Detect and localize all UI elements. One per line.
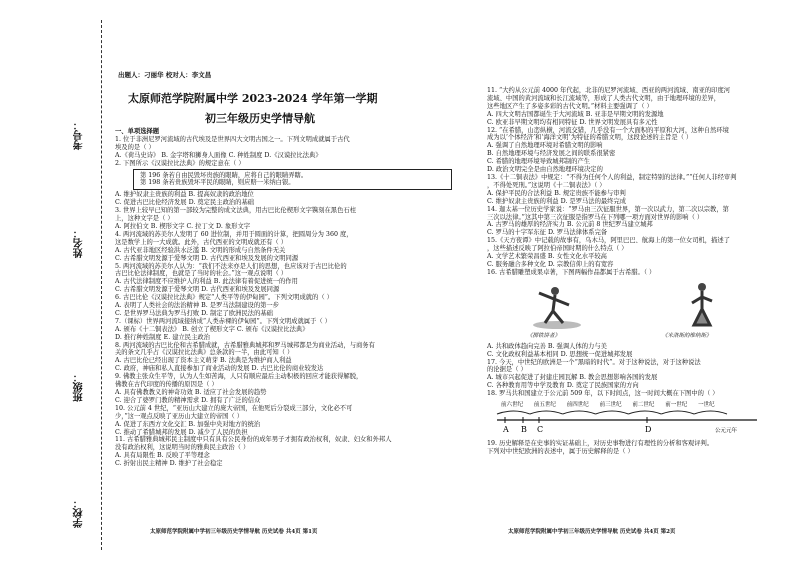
right-footer: 太原师范学院附属中学初三年级历史学情导航 历史试卷 共4页 第2页 — [508, 529, 676, 535]
left-line: A. 具有局限性 B. 反映了平等理念 — [115, 452, 210, 460]
timeline-bracket — [530, 411, 563, 414]
left-line: 2. 下图所示《汉谟拉比法典》的规定意在（ ） — [115, 159, 245, 167]
right-line: 下列对中世纪欧洲的表述中，属于历史解释的是（ ） — [487, 448, 634, 455]
cut-line — [101, 20, 102, 550]
timeline-label: D — [645, 425, 652, 435]
left-line: C. 促进古巴比伦经济发展 D. 奠定民主政治的基础 — [115, 199, 255, 207]
left-line: C. 是世界罗马法典为罗马打败 D. 制定了欧洲民法的基础 — [115, 309, 273, 317]
caption-discus: 《掷铁饼者》 — [527, 332, 561, 339]
right-line: 18. 罗马共和国建立于公元前 509 年，以下时间点，这一时间大概在下图中的（ ） — [487, 390, 719, 398]
timeline-bracket — [661, 411, 694, 414]
left-questions — [115, 128, 470, 468]
left-line: C. 推动了希腊城邦的发展 D. 减少了人民的负担 — [115, 428, 248, 436]
right-line: 13.《十二铜表法》中规定：“不得为任何个人的利益，制定特别的法律。”“任何人非经审判 — [487, 173, 737, 181]
left-line: C. 古希腊文明发源于爱琴文明 D. 古代西亚和埃及发展同源 — [115, 286, 280, 294]
left-line: 佛教在古代印度的传播的原因是（ ） — [115, 381, 218, 389]
caption-venus: 《米洛斯的维纳斯》 — [662, 332, 712, 339]
timeline-era: 前四世纪 — [566, 402, 589, 409]
right-page — [478, 0, 794, 561]
left-line: 11. 古希腊雅典城邦民主制度中只有具有公民身份的成年男子才拥有政治权利，奴隶、妇女和外邦人 — [115, 436, 392, 444]
banji-label: 班级： — [74, 372, 85, 402]
discus-thrower-figure — [527, 279, 587, 331]
right-line: C. 服务融合多种文化 D. 宗教信仰上的有宽容 — [487, 260, 614, 268]
right-line: 15.《天方夜谭》中记载的故事有，乌木马，阿里巴巴、航海上的第一位女司机，描述了 — [487, 237, 730, 245]
sculpture-figures — [487, 277, 787, 343]
timeline-era: 前二世纪 — [632, 402, 655, 409]
timeline-end-label: 公元元年 — [715, 428, 738, 435]
timeline-era: 前三世纪 — [599, 402, 622, 409]
right-line: 14. 迦太基一位历史学家说：“罗马由三次征服世界，第一次以武力，第二次以宗教，第 — [487, 205, 729, 213]
right-line: C. 文化政权利益基本相同 D. 思想统一促进城邦发展 — [487, 350, 633, 358]
right-line: ，这些描述反映了阿拉伯帝国时期的什么特点（ ） — [487, 245, 628, 253]
timeline-bracket — [563, 411, 596, 414]
right-line: A. 共和政体趋向完善 B. 强调人体的力与美 — [487, 342, 607, 350]
left-line: 这是数学上的一大成就。此外，古代西亚的文明成就还有（ ） — [115, 238, 288, 246]
timeline-bracket — [694, 411, 727, 414]
left-line: C. 古希腊文明发源于爱琴文明 D. 古代西亚和埃及发展的文明同源 — [115, 254, 299, 262]
right-line: 16. 古希腊雕塑成果卓著，下图两幅作品都属于古希腊。（ ） — [487, 268, 656, 276]
left-line: 上，这种文字是（ ） — [115, 215, 174, 223]
right-questions — [487, 87, 787, 456]
timeline-era: 前五世纪 — [533, 402, 556, 409]
exam-subtitle: 初三年级历史学情导航 — [205, 112, 315, 125]
author-line: 出题人：刁丽华 校对人：李文昌 — [118, 71, 212, 79]
right-line: 19. 历史解释是在史事的实证基础上，对历史事物进行有理性的分析和客观评判。 — [487, 440, 714, 448]
left-line: A.《荷马史诗》 B. 金字塔和狮身人面像 C. 种姓制度 D.《汉谟拉比法典》 — [115, 151, 322, 159]
timeline-label: A — [503, 425, 509, 435]
right-line: C. 维护奴隶主贵族的利益 D. 是罗马法的最终完成 — [487, 197, 627, 205]
left-line: 6. 古巴比伦《汉谟拉比法典》规定“人类平等的伊甸园”。下列文明成就的（ ） — [115, 294, 333, 302]
left-line: 10. 公元前 4 世纪，“亚历山大建立的庞大帝国，在他死后分裂成三部分，文化必不可 — [115, 404, 353, 412]
right-line: C. 希腊的地理环境导致城邦制的产生 — [487, 158, 591, 166]
right-line: 17. 今天，中世纪的欧洲是一个“黑暗的时代”。对于这种说法，对于这种说法 — [487, 358, 701, 366]
left-line: 没有政治权利，这说明当时的雅典民主政治（ ） — [115, 444, 250, 452]
left-line: A. 颁布《十二铜表法》 B. 创立了楔形文字 C. 颁布《汉谟拉比法典》 — [115, 325, 309, 333]
xingming-label: 姓名： — [74, 228, 85, 258]
left-line: 4. 两河流域的苏美尔人发明了 60 进位制，并用于圆面的计算，把圆周分为 360 度， — [115, 230, 353, 238]
right-line: 的论据是（ ） — [487, 366, 527, 374]
law-excerpt-box — [133, 169, 452, 191]
left-footer: 太原师范学院附属中学初三年级历史学情导航 历史试卷 共4页 第1页 — [150, 529, 318, 535]
left-line: 埃及的是（ ） — [115, 143, 155, 151]
left-line: 5. 两河流域的苏美尔人认为：“我们不法来亦是人们的思想，也应该对于古巴比伦的 — [115, 262, 347, 270]
left-line: A. 表明了人类社会的法治精神 B. 是罗马法制建设的第一步 — [115, 302, 280, 310]
right-line: C. 罗马的十字军东征 D. 罗马法律体系完备 — [487, 229, 608, 237]
left-line: C. 折射出民主精神 D. 维护了社会稳定 — [115, 460, 223, 468]
right-line: 流域、中国的黄河流域和长江流域等，形成了人类古代文明，由于地理环境的差异， — [487, 94, 720, 102]
binding-margin — [0, 0, 105, 561]
left-line: 古巴比伦法律制度，也就是了当时的社会。”这一观点说明（ ） — [115, 270, 288, 278]
timeline-era: 前六世纪 — [501, 402, 524, 409]
right-line: C. 各种教育用等中学及教育 D. 奠定了民族国家的方向 — [487, 382, 639, 390]
right-line: C. 欧亚非早期文明均有相同特征 D. 世界文明发展具有多元性 — [487, 118, 658, 126]
left-line: C. 政府，神庙和私人直接参加了商业活动的发展 D. 古巴比伦的商业较发达 — [115, 365, 324, 373]
right-line: A. 保护平民的合法利益 B. 规定贵族不能参与审判 — [487, 189, 626, 197]
timeline-era: 前一世纪 — [665, 402, 688, 409]
right-line: A. 强调了自然地理环境对希腊文明的影响 — [487, 142, 603, 150]
left-line: A. 阿拉伯文 B. 楔形文字 C. 拉丁文 D. 象形文字 — [115, 222, 251, 230]
right-line: 成为以‘个体经济’和‘海洋文明’为特征的希腊文明，这段论述的主旨是（ ） — [487, 134, 693, 142]
right-line: B. 自然地理环境与经济发展之间的联系很紧密 — [487, 150, 616, 158]
right-line: 这些地区产生了多姿多彩的古代文明。”材料主要强调了（ ） — [487, 102, 653, 110]
left-line: 关的条文几乎占《汉谟拉比法典》总条款的一半，由此可知（ ） — [115, 349, 294, 357]
right-line: 12. “在希腊，山峦纵横，河流交错，几乎没有一个大面积的平原和大河，这种自然环境 — [487, 126, 729, 134]
right-line: 11. “大约从公元前 4000 年代起，北非的尼罗河流域、西亚的两河流域、南亚的印度河 — [487, 87, 731, 94]
right-line: A. 城市兴起促进了封建庄园瓦解 B. 教会思想影响各国的发展 — [487, 374, 658, 382]
left-line: 1. 位于非洲尼罗河流域的古代埃及是世界四大文明古国之一。下列文明成就属于古代 — [115, 135, 350, 143]
timeline-bracket — [628, 411, 661, 414]
left-line: A. 古巴比伦已经出现了资本主义萌芽 B. 法典是为维护商人利益 — [115, 357, 292, 365]
left-line: 少，”这一观点反映了亚历山大建立的帝国（ ） — [115, 412, 244, 420]
left-line: A. 促进了东西方文化交汇 B. 加强中央对地方的统治 — [115, 420, 261, 428]
kaohao-label: 考号： — [74, 120, 85, 150]
left-line: D. 推行种姓制度 E. 建立民主政治 — [115, 333, 210, 341]
right-line: D. 政治文明完全是由自然地理环境决定的 — [487, 166, 603, 174]
left-line: A. 古代法律制度不应维护人的利益 B. 此法律有着促进统一的作用 — [115, 278, 298, 286]
left-line: 8. 两河流域的古巴比伦和古希腊成就，古希腊雅典城邦和罗马城邦都是为商业活动，与商务有 — [115, 341, 375, 349]
left-line: 一、单项选择题 — [115, 128, 160, 135]
law-article: 第 196 条若自由民毁坏贵族的眼睛，应将自己的眼睛弄瞎。 — [140, 171, 308, 179]
timeline-era: 一世纪 — [698, 402, 715, 409]
exam-title: 太原师范学院附属中学 2023-2024 学年第一学期 — [128, 92, 378, 105]
timeline-label: B — [521, 425, 527, 435]
law-article: 第 198 条若贵族毁坏平民的眼睛，则应赔一米纳白银。 — [140, 179, 295, 187]
left-line: C. 迎合了婆罗门教的精神需求 D. 拥有了广泛的信众 — [115, 396, 261, 404]
left-line: A. 古代亚非地区经验洪水泛滥 B. 文明的形成与自然条件无关 — [115, 246, 286, 254]
right-line: A. 四大文明古国都诞生于大河流域 B. 亚非是早期文明的发源地 — [487, 110, 664, 118]
left-line: 7.（课标）世界两河流域接纳成“人类赤裸的伊甸园”。下列文明成就属于（ ） — [115, 317, 331, 325]
timeline-label: C — [537, 425, 544, 435]
timeline-svg — [487, 398, 777, 438]
left-line: A. 维护奴隶主贵族的利益 B. 提高奴隶的政治地位 — [115, 191, 254, 199]
right-line: A. 文学艺术繁荣昌盛 B. 女性文化水平较高 — [487, 253, 607, 261]
right-line: 三次以法律。”这其中第三次征服是指罗马在下列哪一项方面对世界的影响（ ） — [487, 213, 704, 221]
left-line: A. 具有佛教教义的神奇功效 B. 适应了社会发展的趋势 — [115, 389, 267, 396]
timeline-figure — [487, 398, 787, 440]
right-line: ，不得处死刑。”这说明《十二铜表法》（ ） — [487, 181, 606, 189]
timeline-bracket — [596, 411, 629, 414]
timeline-bracket — [497, 411, 530, 414]
venus-figure — [672, 279, 732, 331]
right-line: A. 古罗马的雄厚的经济实力 B. 公元前 8 世纪罗马建立城邦 — [487, 221, 653, 229]
left-line: 9. 佛教主张众生平等，认为人生如苦海，人只有顺应最后主动积极的回应才能获得解脱， — [115, 373, 363, 381]
xuexiao-label: 学校： — [74, 498, 85, 528]
left-line: 3. 世界上较早已知的第一部较为完整的成文法典，用古巴比伦楔形文字镌刻在黑色石柱 — [115, 207, 356, 215]
